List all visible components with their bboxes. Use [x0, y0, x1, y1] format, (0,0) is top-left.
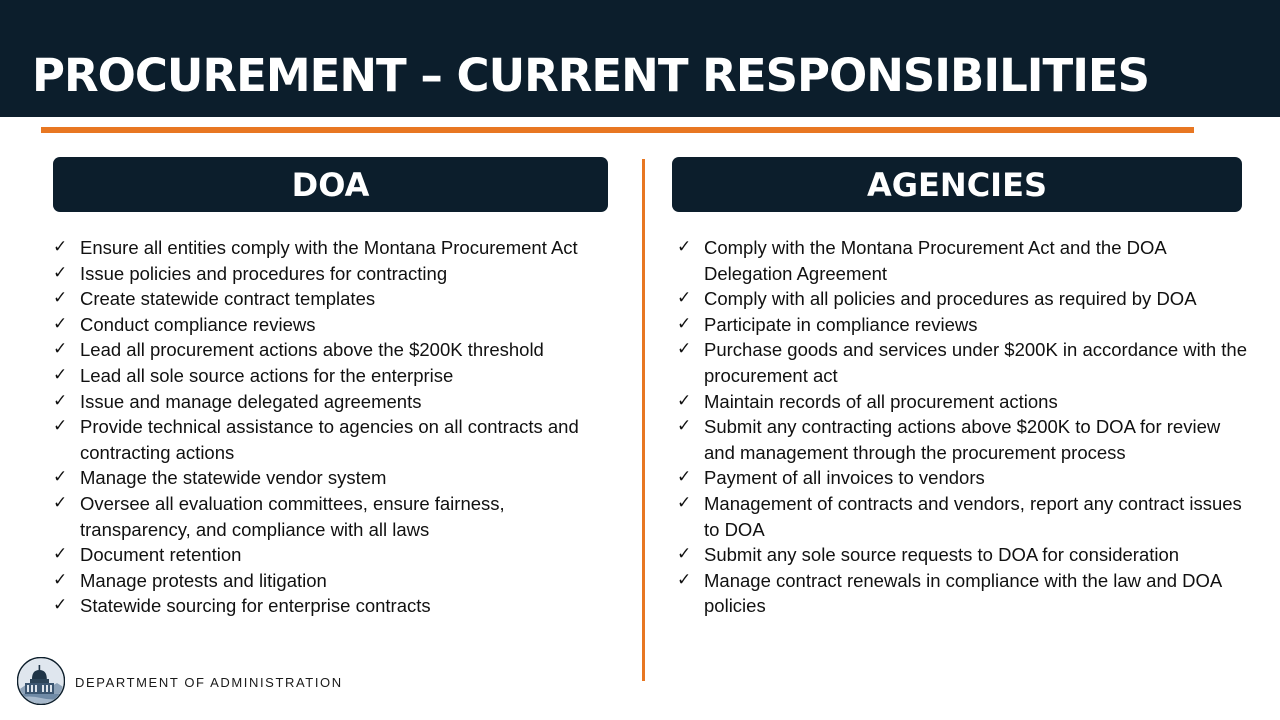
list-item-text: Issue policies and procedures for contracting	[80, 262, 448, 284]
check-icon: ✓	[53, 492, 68, 513]
list-item	[677, 286, 1247, 312]
check-icon: ✓	[53, 237, 68, 257]
list-item-text: Issue and manage delegated agreements	[80, 390, 422, 412]
check-icon: ✓	[53, 416, 68, 437]
list-item	[677, 491, 1247, 542]
list-item-text: Submit any sole source requests to DOA for consideration	[704, 544, 1180, 566]
list-item	[53, 389, 618, 415]
list-item-text: Lead all sole source actions for the enterprise	[80, 364, 454, 386]
capitol-dome-logo-icon	[17, 657, 65, 705]
list-item-text: Submit any contracting actions above $200K to DOA for review and management through the procurement process	[704, 416, 1221, 463]
check-icon: ✓	[677, 467, 692, 488]
check-icon: ✓	[53, 569, 68, 590]
list-item	[53, 542, 618, 568]
list-item	[53, 337, 618, 363]
check-icon: ✓	[53, 544, 68, 565]
list-item	[677, 337, 1247, 388]
list-item	[677, 414, 1247, 465]
check-icon: ✓	[677, 237, 692, 257]
list-item	[53, 414, 618, 465]
check-icon: ✓	[677, 313, 692, 334]
list-item	[677, 389, 1247, 415]
agencies-responsibilities-list	[677, 235, 1247, 619]
list-item-text: Oversee all evaluation committees, ensure fairness, transparency, and compliance with all laws	[80, 492, 505, 540]
list-item-text: Management of contracts and vendors, report any contract issues to DOA	[704, 492, 1242, 540]
list-item-text: Manage the statewide vendor system	[80, 467, 387, 489]
list-item-text: Maintain records of all procurement actions	[704, 390, 1058, 412]
agencies-column-header: AGENCIES	[672, 157, 1242, 212]
list-item-text: Manage protests and litigation	[80, 569, 327, 591]
list-item	[53, 363, 618, 389]
list-item	[53, 465, 618, 491]
check-icon: ✓	[53, 595, 68, 616]
list-item-text: Document retention	[80, 544, 242, 566]
check-icon: ✓	[53, 364, 68, 385]
list-item	[677, 568, 1247, 619]
check-icon: ✓	[677, 390, 692, 411]
footer-department-name: DEPARTMENT OF ADMINISTRATION	[75, 675, 343, 690]
doa-responsibilities-list	[53, 235, 618, 619]
check-icon: ✓	[53, 390, 68, 411]
list-item-text: Payment of all invoices to vendors	[704, 467, 985, 489]
list-item	[53, 235, 618, 261]
list-item-text: Statewide sourcing for enterprise contracts	[80, 595, 431, 617]
doa-column-header: DOA	[53, 157, 608, 212]
check-icon: ✓	[53, 467, 68, 488]
check-icon: ✓	[53, 262, 68, 283]
list-item	[53, 312, 618, 338]
list-item-text: Purchase goods and services under $200K in accordance with the procurement act	[704, 339, 1248, 386]
check-icon: ✓	[53, 288, 68, 309]
list-item	[53, 261, 618, 287]
check-icon: ✓	[677, 288, 692, 309]
list-item-text: Comply with all policies and procedures as required by DOA	[704, 288, 1197, 310]
list-item-text: Create statewide contract templates	[80, 288, 376, 310]
list-item	[53, 286, 618, 312]
list-item-text: Participate in compliance reviews	[704, 313, 978, 335]
column-divider	[642, 159, 645, 681]
list-item	[677, 235, 1247, 286]
list-item	[677, 542, 1247, 568]
title-underline	[41, 127, 1194, 133]
list-item	[53, 491, 618, 542]
list-item	[677, 465, 1247, 491]
list-item	[677, 312, 1247, 338]
check-icon: ✓	[677, 544, 692, 565]
list-item-text: Ensure all entities comply with the Montana Procurement Act	[80, 237, 578, 258]
list-item-text: Provide technical assistance to agencies on all contracts and contracting actions	[80, 416, 579, 463]
page-title: PROCUREMENT – CURRENT RESPONSIBILITIES	[32, 49, 1150, 102]
check-icon: ✓	[53, 339, 68, 360]
check-icon: ✓	[677, 492, 692, 513]
list-item	[53, 593, 618, 619]
check-icon: ✓	[677, 416, 692, 437]
list-item-text: Conduct compliance reviews	[80, 313, 316, 335]
list-item-text: Manage contract renewals in compliance with the law and DOA policies	[704, 569, 1222, 617]
list-item-text: Comply with the Montana Procurement Act and the DOA Delegation Agreement	[704, 237, 1166, 284]
list-item	[53, 568, 618, 594]
check-icon: ✓	[677, 339, 692, 360]
check-icon: ✓	[677, 569, 692, 590]
check-icon: ✓	[53, 313, 68, 334]
list-item-text: Lead all procurement actions above the $200K threshold	[80, 339, 544, 361]
